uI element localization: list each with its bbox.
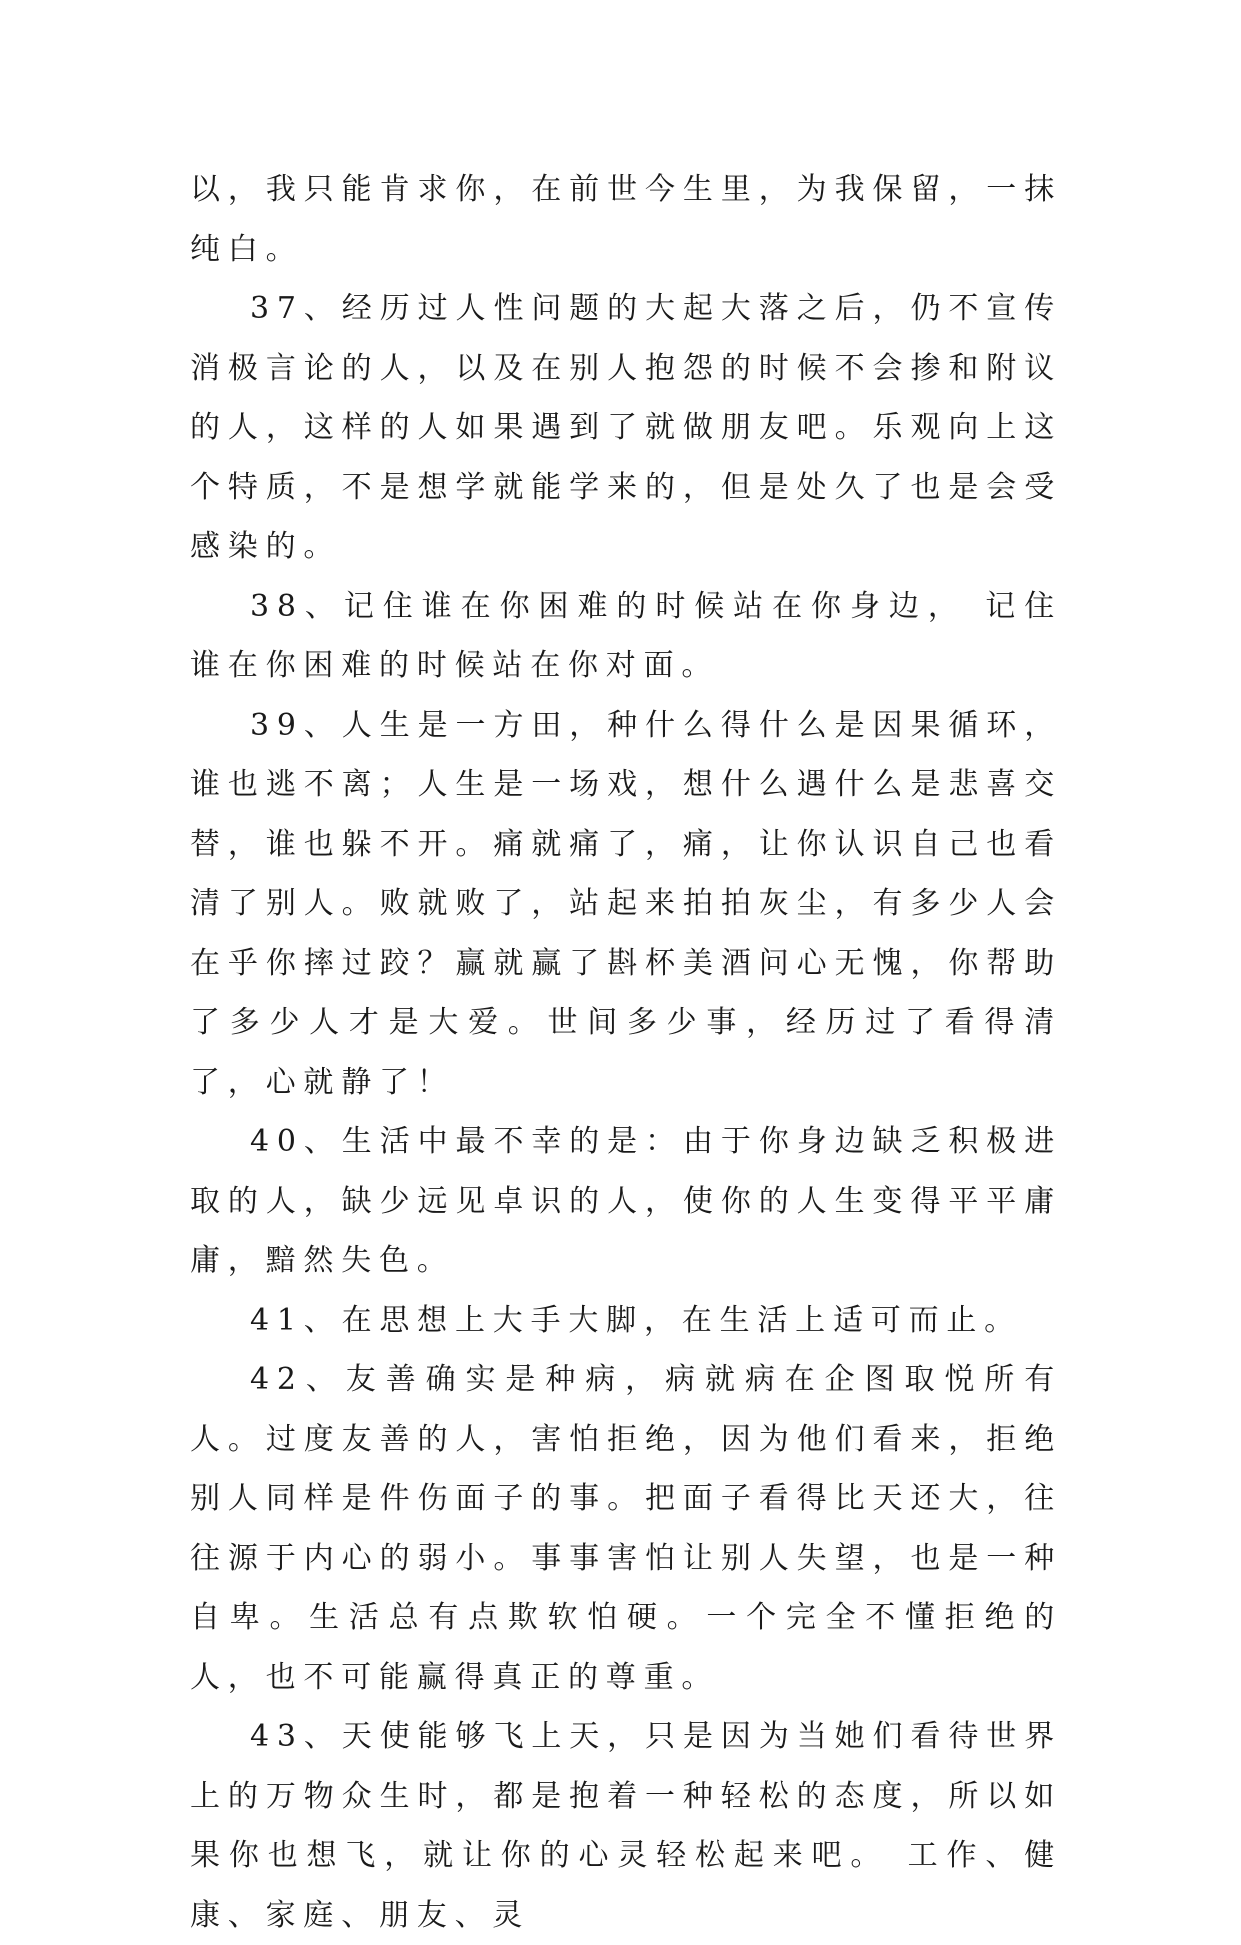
paragraph-40: 40、生活中最不幸的是：由于你身边缺乏积极进取的人，缺少远见卓识的人，使你的人生变得平平庸庸，黯然失色。 (190, 1124, 1062, 1278)
paragraph-37: 37、经历过人性问题的大起大落之后，仍不宣传消极言论的人，以及在别人抱怨的时候不会掺和附议的人，这样的人如果遇到了就做朋友吧。乐观向上这个特质，不是想学就能学来的，但是处久了也是会受感染的。 (190, 291, 1062, 564)
paragraph-42: 42、友善确实是种病，病就病在企图取悦所有人。过度友善的人，害怕拒绝，因为他们看来，拒绝别人同样是件伤面子的事。把面子看得比天还大，往往源于内心的弱小。事事害怕让别人失望，也是一种自卑。生活总有点欺软怕硬。一个完全不懂拒绝的人，也不可能赢得真正的尊重。 (190, 1362, 1062, 1695)
paragraph-41: 41、在思想上大手大脚，在生活上适可而止。 (250, 1302, 1022, 1338)
paragraph-43: 43、天使能够飞上天，只是因为当她们看待世界上的万物众生时，都是抱着一种轻松的态度，所以如果你也想飞，就让你的心灵轻松起来吧。 工作、健康、家庭、朋友、灵 (190, 1719, 1062, 1933)
paragraph-39: 39、人生是一方田，种什么得什么是因果循环，谁也逃不离；人生是一场戏，想什么遇什么是悲喜交替，谁也躲不开。痛就痛了，痛，让你认识自己也看清了别人。败就败了，站起来拍拍灰尘，有多少人会在乎你摔过跤？赢就赢了斟杯美酒问心无愧，你帮助了多少人才是大爱。世间多少事，经历过了看得清了，心就静了！ (190, 707, 1062, 1100)
paragraph-continuation: 以，我只能肯求你，在前世今生里，为我保留，一抹纯白。 (190, 172, 1062, 267)
paragraph-38: 38、记住谁在你困难的时候站在你身边， 记住谁在你困难的时候站在你对面。 (190, 588, 1062, 683)
document-page (190, 160, 1062, 1945)
